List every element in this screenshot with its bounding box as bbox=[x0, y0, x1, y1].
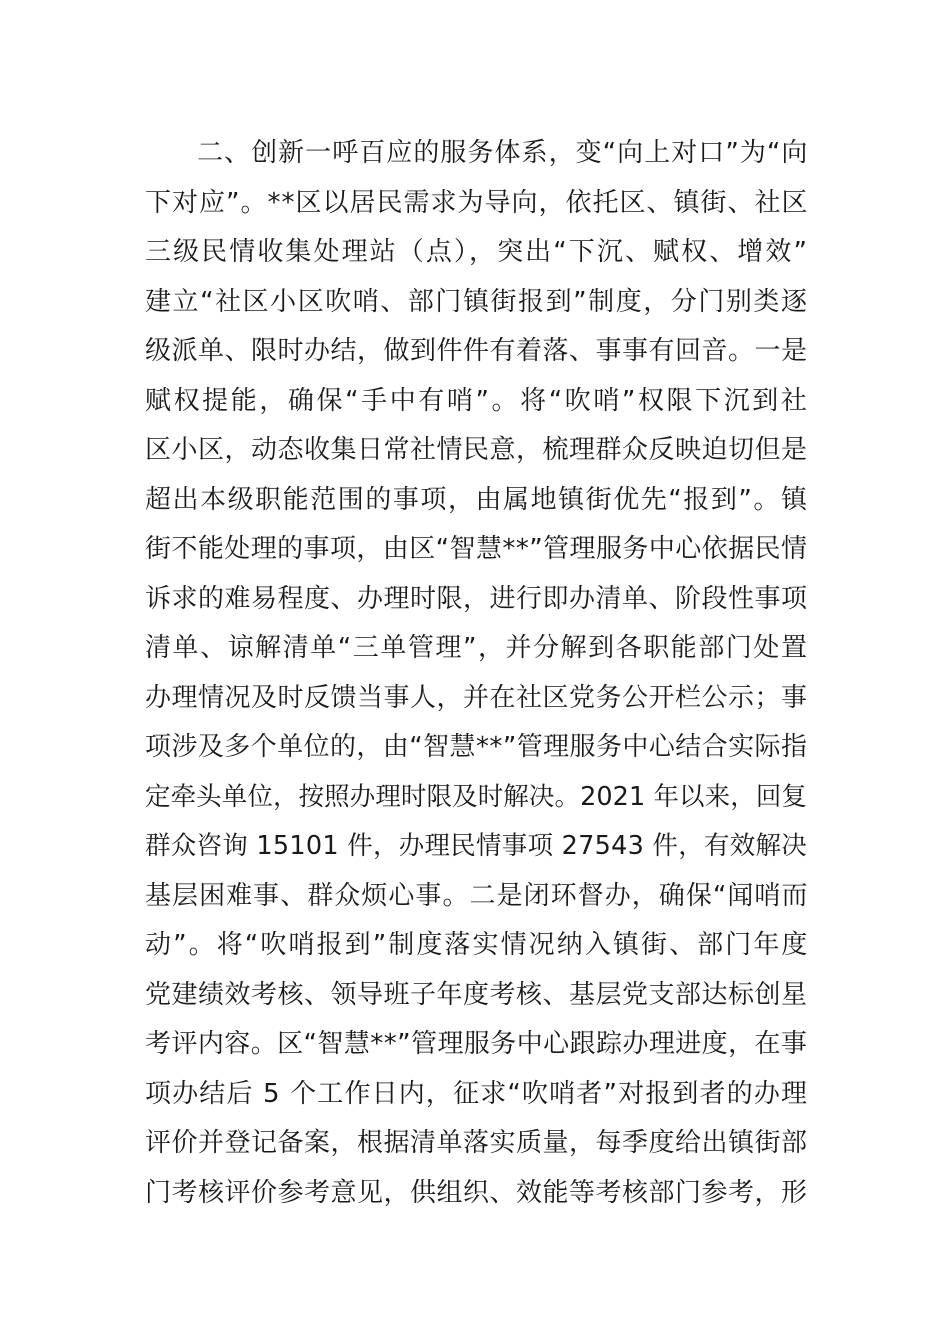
text-line: 级派单、限时办结，做到件件有着落、事事有回音。一是 bbox=[145, 336, 808, 366]
text-line: 评价并登记备案，根据清单落实质量，每季度给出镇街部 bbox=[145, 1128, 808, 1158]
text-line: 诉求的难易程度、办理时限，进行即办清单、阶段性事项 bbox=[145, 583, 808, 614]
text-line: 动”。将“吹哨报到”制度落实情况纳入镇街、部门年度 bbox=[145, 930, 810, 960]
text-line: 办理情况及时反馈当事人，并在社区党务公开栏公示；事 bbox=[145, 682, 808, 713]
text-line: 三级民情收集处理站（点），突出“下沉、赋权、增效” bbox=[145, 237, 810, 267]
text-line: 党建绩效考核、领导班子年度考核、基层党支部达标创星 bbox=[145, 979, 808, 1010]
text-line: 建立“社区小区吹哨、部门镇街报到”制度，分门别类逐 bbox=[145, 286, 809, 317]
text-line: 赋权提能，确保“手中有哨”。将“吹哨”权限下沉到社 bbox=[145, 385, 810, 416]
text-line: 区小区，动态收集日常社情民意，梳理群众反映迫切但是 bbox=[145, 435, 808, 465]
text-line: 门考核评价参考意见，供组织、效能等考核部门参考，形 bbox=[145, 1177, 808, 1208]
text-line: 考评内容。区“智慧**”管理服务中心跟踪办理进度，在事 bbox=[145, 1029, 808, 1059]
text-line: 二、创新一呼百应的服务体系，变“向上对口”为“向 bbox=[197, 138, 809, 168]
text-line: 项涉及多个单位的，由“智慧**”管理服务中心结合实际指 bbox=[145, 732, 808, 762]
text-line: 项办结后 5 个工作日内，征求“吹哨者”对报到者的办理 bbox=[145, 1078, 809, 1109]
text-line: 群众咨询 15101 件，办理民情事项 27543 件，有效解决 bbox=[145, 831, 807, 861]
text-line: 清单、谅解清单“三单管理”，并分解到各职能部门处置 bbox=[145, 633, 809, 663]
text-line: 下对应”。**区以居民需求为导向，依托区、镇街、社区 bbox=[145, 187, 809, 218]
text-line: 街不能处理的事项，由区“智慧**”管理服务中心依据民情 bbox=[145, 534, 808, 564]
text-line: 超出本级职能范围的事项，由属地镇街优先“报到”。镇 bbox=[145, 484, 809, 515]
document-body bbox=[145, 129, 810, 1218]
text-line: 基层困难事、群众烦心事。二是闭环督办，确保“闻哨而 bbox=[145, 880, 809, 911]
text-line: 定牵头单位，按照办理时限及时解决。2021 年以来，回复 bbox=[145, 781, 807, 812]
